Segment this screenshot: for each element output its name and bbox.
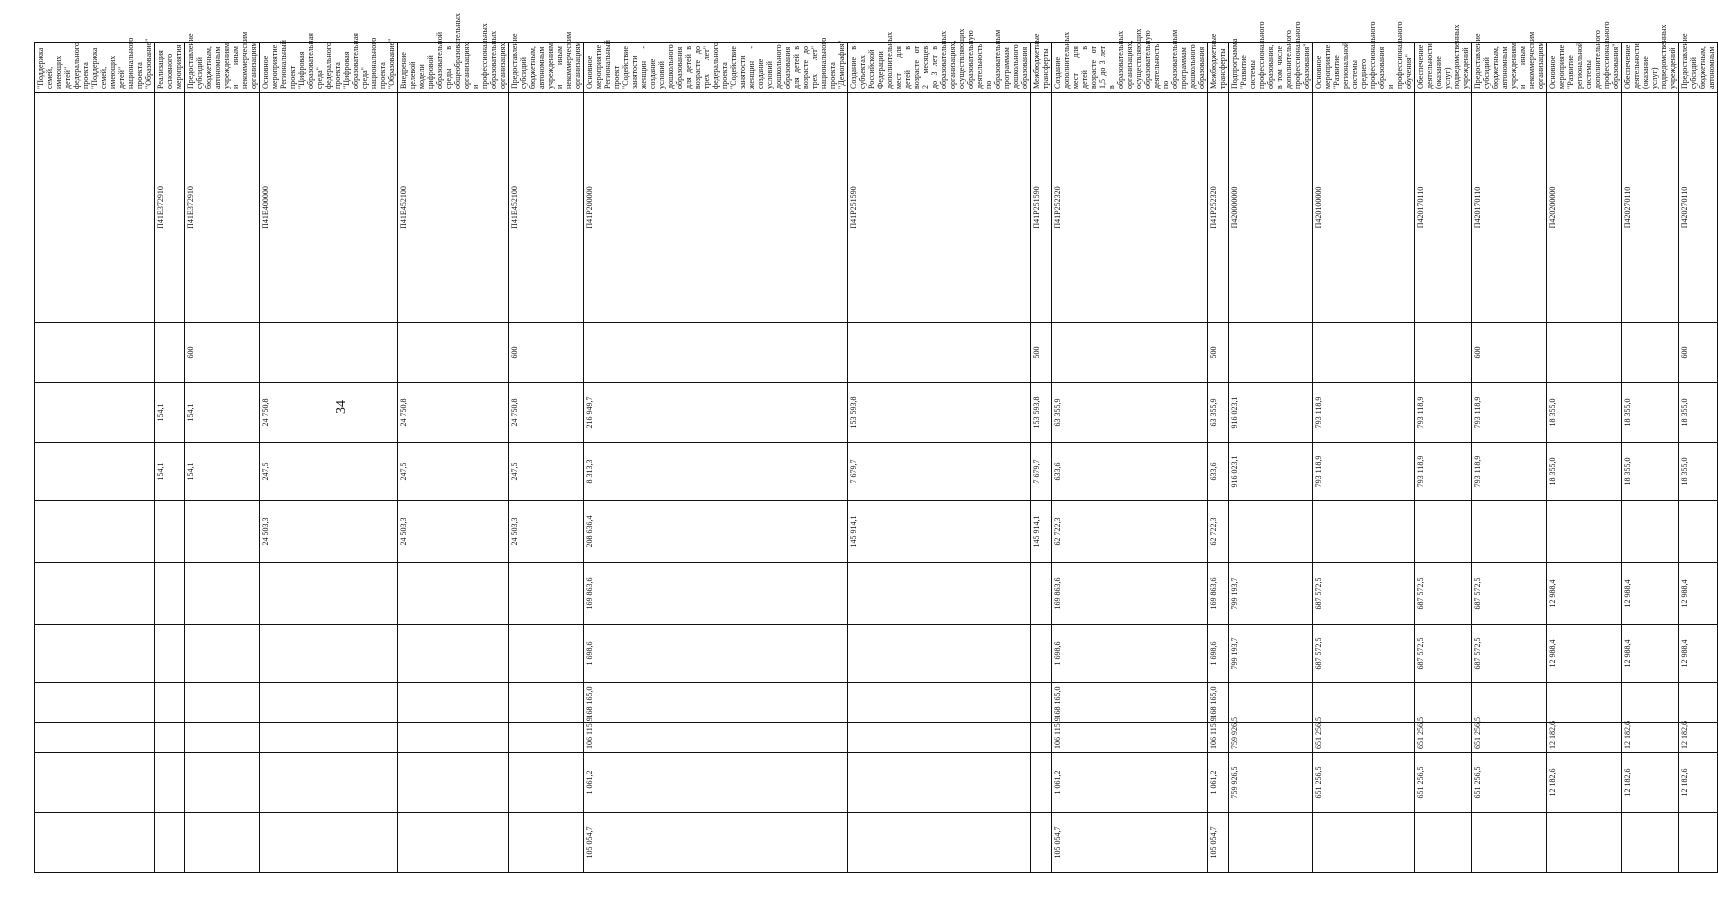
amount-cell: 759 926,5 xyxy=(1229,723,1313,753)
expense-type-cell xyxy=(398,323,509,383)
target-code-cell: П420170110 xyxy=(1472,93,1547,323)
amount-cell: 1 698,6 xyxy=(1052,625,1208,683)
amount-cell xyxy=(1472,501,1547,563)
table-row xyxy=(1313,43,1415,873)
amount-cell: 12 182,6 xyxy=(1547,753,1622,813)
amount-cell: 168 165,0 xyxy=(584,683,848,723)
amount-cell xyxy=(1622,813,1679,873)
amount-cell xyxy=(260,563,398,625)
amount-cell xyxy=(260,683,398,723)
expense-type-cell: 500 xyxy=(1031,323,1052,383)
expense-type-cell xyxy=(1052,323,1208,383)
amount-cell: 247,5 xyxy=(509,443,584,501)
amount-cell: 18 355,0 xyxy=(1679,443,1718,501)
item-name-cell: Основное мероприятие Региональный проект "Цифровая образовательная среда" федерального проекта "Цифровая образовательная среда" национального проекта "Образование" xyxy=(260,43,398,93)
amount-cell: 687 572,5 xyxy=(1472,563,1547,625)
table-row xyxy=(1208,43,1229,873)
amount-cell: 106 115,9 xyxy=(584,723,848,753)
amount-cell: 154,1 xyxy=(185,443,260,501)
amount-cell xyxy=(848,813,1031,873)
item-name-cell: "Поддержка семей, имеющих детей" федерального проекта "Поддержка семей, имеющих детей" национального проекта "Образование" xyxy=(35,43,155,93)
amount-cell xyxy=(509,625,584,683)
amount-cell: 105 054,7 xyxy=(1052,813,1208,873)
amount-cell xyxy=(1547,813,1622,873)
amount-cell: 12 182,6 xyxy=(1547,723,1622,753)
amount-cell: 154,1 xyxy=(155,383,185,443)
amount-cell: 633,6 xyxy=(1052,443,1208,501)
amount-cell: 168 165,0 xyxy=(1208,683,1229,723)
target-code-cell: П420000000 xyxy=(1229,93,1313,323)
item-name-cell: Основное мероприятие Региональный проект "Содействие занятости женщин - создание условий дошкольного образования для детей в возрасте до трех лет" федерального проекта "Содействие занятости женщин - создание условий дошкольного образования для детей в возрасте до трех лет" национального проекта "Демография" xyxy=(584,43,848,93)
amount-cell: 154,1 xyxy=(155,443,185,501)
amount-cell xyxy=(35,683,155,723)
amount-cell: 105 054,7 xyxy=(584,813,848,873)
amount-cell: 105 054,7 xyxy=(1208,813,1229,873)
amount-cell: 7 679,7 xyxy=(848,443,1031,501)
amount-cell: 799 193,7 xyxy=(1229,563,1313,625)
item-name-cell: Реализация основного мероприятия xyxy=(155,43,185,93)
expense-type-cell xyxy=(584,323,848,383)
amount-cell xyxy=(1313,501,1415,563)
amount-cell: 12 988,4 xyxy=(1622,625,1679,683)
target-code-cell: П41Р200000 xyxy=(584,93,848,323)
amount-cell: 687 572,5 xyxy=(1415,563,1472,625)
budget-table xyxy=(34,13,1718,873)
amount-cell: 793 118,9 xyxy=(1415,443,1472,501)
amount-cell: 24 503,3 xyxy=(509,501,584,563)
amount-cell xyxy=(509,813,584,873)
table-row xyxy=(1415,43,1472,873)
amount-cell: 169 863,6 xyxy=(584,563,848,625)
amount-cell: 247,5 xyxy=(398,443,509,501)
amount-cell: 62 722,3 xyxy=(1052,501,1208,563)
amount-cell xyxy=(1472,813,1547,873)
item-name-cell: Предоставление субсидий бюджетным, автономным учреждениям и иным некоммерческим организациям xyxy=(1472,43,1547,93)
amount-cell xyxy=(398,723,509,753)
amount-cell: 145 914,1 xyxy=(848,501,1031,563)
amount-cell xyxy=(1229,813,1313,873)
expense-type-cell: 600 xyxy=(1472,323,1547,383)
amount-cell xyxy=(1472,683,1547,723)
amount-cell xyxy=(848,683,1031,723)
table-row xyxy=(155,43,185,873)
amount-cell: 651 256,5 xyxy=(1415,723,1472,753)
table-row xyxy=(1472,43,1547,873)
amount-cell xyxy=(185,683,260,723)
amount-cell: 687 572,5 xyxy=(1472,625,1547,683)
table-row xyxy=(1052,43,1208,873)
amount-cell xyxy=(155,683,185,723)
amount-cell xyxy=(1679,813,1718,873)
amount-cell xyxy=(35,501,155,563)
amount-cell xyxy=(155,501,185,563)
amount-cell: 1 698,6 xyxy=(1208,625,1229,683)
item-name-cell: Основное мероприятие "Развитие региональной системы среднего профессионального образования и профессионального обучения" xyxy=(1313,43,1415,93)
expense-type-cell xyxy=(260,323,398,383)
amount-cell xyxy=(1622,501,1679,563)
expense-type-cell xyxy=(1313,323,1415,383)
amount-cell: 793 118,9 xyxy=(1415,383,1472,443)
item-name-cell: Обеспечение деятельности (оказание услуг) подведомственных учреждений xyxy=(1622,43,1679,93)
table-row xyxy=(509,43,584,873)
item-name-cell: Создание дополнительных мест для детей в возрасте от 1,5 до 3 лет в образовательных организациях, осуществляющих образовательную деятельность по образовательным программам дошкольного образования xyxy=(1052,43,1208,93)
target-code-cell: П41Р251590 xyxy=(1031,93,1052,323)
amount-cell xyxy=(848,753,1031,813)
target-code-cell: П420170110 xyxy=(1415,93,1472,323)
target-code-cell: П420100000 xyxy=(1313,93,1415,323)
amount-cell: 651 256,5 xyxy=(1472,723,1547,753)
amount-cell: 12 988,4 xyxy=(1679,563,1718,625)
amount-cell: 18 355,0 xyxy=(1622,383,1679,443)
target-code-cell: П420270110 xyxy=(1679,93,1718,323)
expense-type-cell xyxy=(155,323,185,383)
amount-cell xyxy=(155,563,185,625)
amount-cell xyxy=(848,723,1031,753)
amount-cell: 916 023,1 xyxy=(1229,383,1313,443)
target-code-cell: П41Р252320 xyxy=(1052,93,1208,323)
amount-cell: 687 572,5 xyxy=(1313,625,1415,683)
amount-cell xyxy=(1679,683,1718,723)
target-code-cell xyxy=(35,93,155,323)
amount-cell: 793 118,9 xyxy=(1313,383,1415,443)
target-code-cell: П41Е400000 xyxy=(260,93,398,323)
amount-cell xyxy=(1547,683,1622,723)
item-name-cell: Межбюджетные трансферты xyxy=(1208,43,1229,93)
amount-cell xyxy=(185,813,260,873)
amount-cell xyxy=(185,753,260,813)
amount-cell: 793 118,9 xyxy=(1313,443,1415,501)
amount-cell xyxy=(1415,813,1472,873)
amount-cell xyxy=(35,563,155,625)
amount-cell: 12 988,4 xyxy=(1679,625,1718,683)
item-name-cell: Обеспечение деятельности (оказание услуг) подведомственных учреждений xyxy=(1415,43,1472,93)
expense-type-cell xyxy=(1622,323,1679,383)
amount-cell xyxy=(398,813,509,873)
amount-cell: 687 572,5 xyxy=(1313,563,1415,625)
amount-cell: 651 256,5 xyxy=(1472,753,1547,813)
target-code-cell: П41Е372910 xyxy=(185,93,260,323)
amount-cell: 18 355,0 xyxy=(1622,443,1679,501)
amount-cell: 24 503,3 xyxy=(260,501,398,563)
amount-cell xyxy=(1031,563,1052,625)
amount-cell: 168 165,0 xyxy=(1052,683,1208,723)
amount-cell xyxy=(398,625,509,683)
amount-cell xyxy=(1229,501,1313,563)
amount-cell: 651 256,5 xyxy=(1313,753,1415,813)
amount-cell: 208 636,4 xyxy=(584,501,848,563)
amount-cell: 169 863,6 xyxy=(1052,563,1208,625)
amount-cell: 12 988,4 xyxy=(1547,625,1622,683)
table-row xyxy=(185,43,260,873)
amount-cell xyxy=(509,723,584,753)
amount-cell xyxy=(1313,813,1415,873)
amount-cell xyxy=(848,563,1031,625)
amount-cell xyxy=(185,723,260,753)
amount-cell: 12 182,6 xyxy=(1679,753,1718,813)
table-row xyxy=(1679,43,1718,873)
amount-cell xyxy=(35,625,155,683)
amount-cell: 247,5 xyxy=(260,443,398,501)
expense-type-cell xyxy=(1229,323,1313,383)
amount-cell xyxy=(1031,723,1052,753)
amount-cell: 7 679,7 xyxy=(1031,443,1052,501)
amount-cell: 1 061,2 xyxy=(1052,753,1208,813)
amount-cell: 24 503,3 xyxy=(398,501,509,563)
amount-cell xyxy=(155,753,185,813)
amount-cell xyxy=(1679,501,1718,563)
item-name-cell: Предоставление субсидий бюджетным, автономным учреждениям и иным некоммерческим организациям xyxy=(185,43,260,93)
amount-cell: 18 355,0 xyxy=(1547,383,1622,443)
amount-cell: 145 914,1 xyxy=(1031,501,1052,563)
table-row xyxy=(35,43,155,873)
table-row xyxy=(584,43,848,873)
expense-type-cell xyxy=(848,323,1031,383)
amount-cell xyxy=(260,753,398,813)
expense-type-cell: 600 xyxy=(1679,323,1718,383)
expense-type-cell: 600 xyxy=(509,323,584,383)
item-name-cell: Межбюджетные трансферты xyxy=(1031,43,1052,93)
table-row xyxy=(260,43,398,873)
amount-cell: 799 193,7 xyxy=(1229,625,1313,683)
amount-cell: 24 750,8 xyxy=(398,383,509,443)
amount-cell: 12 182,6 xyxy=(1679,723,1718,753)
amount-cell: 793 118,9 xyxy=(1472,383,1547,443)
target-code-cell: П41Р252320 xyxy=(1208,93,1229,323)
item-name-cell: Предоставление субсидий бюджетным, автономным xyxy=(1679,43,1718,93)
amount-cell: 12 988,4 xyxy=(1547,563,1622,625)
amount-cell: 216 949,7 xyxy=(584,383,848,443)
amount-cell: 62 722,3 xyxy=(1208,501,1229,563)
table-row xyxy=(1229,43,1313,873)
item-name-cell: Предоставление субсидий бюджетным, автономным учреждениям и иным некоммерческим организациям xyxy=(509,43,584,93)
amount-cell: 24 750,8 xyxy=(509,383,584,443)
amount-cell xyxy=(1547,501,1622,563)
amount-cell: 18 355,0 xyxy=(1547,443,1622,501)
amount-cell xyxy=(398,683,509,723)
amount-cell xyxy=(260,723,398,753)
amount-cell xyxy=(35,383,155,443)
amount-cell xyxy=(260,813,398,873)
amount-cell: 153 593,8 xyxy=(1031,383,1052,443)
amount-cell: 759 926,5 xyxy=(1229,753,1313,813)
amount-cell: 106 115,9 xyxy=(1052,723,1208,753)
amount-cell xyxy=(1031,753,1052,813)
amount-cell: 63 355,9 xyxy=(1208,383,1229,443)
expense-type-cell xyxy=(35,323,155,383)
amount-cell xyxy=(1622,683,1679,723)
page-number: 34 xyxy=(334,400,349,414)
amount-cell: 651 256,5 xyxy=(1313,723,1415,753)
amount-cell xyxy=(1415,501,1472,563)
amount-cell: 169 863,6 xyxy=(1208,563,1229,625)
amount-cell xyxy=(509,753,584,813)
amount-cell xyxy=(35,443,155,501)
expense-type-cell: 600 xyxy=(185,323,260,383)
target-code-cell: П420270110 xyxy=(1622,93,1679,323)
amount-cell xyxy=(509,683,584,723)
amount-cell: 916 023,1 xyxy=(1229,443,1313,501)
amount-cell: 63 355,9 xyxy=(1052,383,1208,443)
amount-cell xyxy=(155,625,185,683)
amount-cell: 1 061,2 xyxy=(584,753,848,813)
item-name-cell: Внедрение целевой модели цифровой образовательной среды в общеобразовательных организациях и профессиональных образовательных организациях xyxy=(398,43,509,93)
item-name-cell: Создание в субъектах Российской Федерации дополнительных мест для детей в возрасте от 2 месяцев до 3 лет в образовательных организациях, осуществляющих образовательную деятельность по образовательным программам дошкольного образования xyxy=(848,43,1031,93)
table-row xyxy=(1622,43,1679,873)
target-code-cell: П41Р251590 xyxy=(848,93,1031,323)
amount-cell xyxy=(1229,683,1313,723)
table-row xyxy=(848,43,1031,873)
amount-cell xyxy=(185,563,260,625)
amount-cell xyxy=(155,813,185,873)
amount-cell xyxy=(35,753,155,813)
amount-cell xyxy=(509,563,584,625)
target-code-cell: П41Е372910 xyxy=(155,93,185,323)
amount-cell xyxy=(1313,683,1415,723)
amount-cell: 106 115,9 xyxy=(1208,723,1229,753)
amount-cell xyxy=(398,753,509,813)
amount-cell xyxy=(1031,813,1052,873)
amount-cell: 8 313,3 xyxy=(584,443,848,501)
amount-cell xyxy=(260,625,398,683)
amount-cell: 12 182,6 xyxy=(1622,723,1679,753)
amount-cell: 651 256,5 xyxy=(1415,753,1472,813)
target-code-cell: П41Е452100 xyxy=(509,93,584,323)
target-code-cell: П420200000 xyxy=(1547,93,1622,323)
table-row xyxy=(398,43,509,873)
budget-table-rotated xyxy=(34,13,1716,873)
amount-cell xyxy=(35,723,155,753)
amount-cell xyxy=(848,625,1031,683)
amount-cell xyxy=(398,563,509,625)
amount-cell xyxy=(35,813,155,873)
table-row xyxy=(1031,43,1052,873)
amount-cell: 12 182,6 xyxy=(1622,753,1679,813)
amount-cell: 154,1 xyxy=(185,383,260,443)
amount-cell: 793 118,9 xyxy=(1472,443,1547,501)
target-code-cell: П41Е452100 xyxy=(398,93,509,323)
item-name-cell: Подпрограмма "Развитие системы профессионального образования, в том числе дополнительного профессионального образования" xyxy=(1229,43,1313,93)
item-name-cell: Основное мероприятие "Развитие региональной системы дополнительного профессионального образования" xyxy=(1547,43,1622,93)
table-row xyxy=(1547,43,1622,873)
amount-cell: 153 593,8 xyxy=(848,383,1031,443)
amount-cell: 1 698,6 xyxy=(584,625,848,683)
expense-type-cell: 500 xyxy=(1208,323,1229,383)
amount-cell xyxy=(1031,683,1052,723)
amount-cell xyxy=(185,501,260,563)
expense-type-cell xyxy=(1547,323,1622,383)
amount-cell: 12 988,4 xyxy=(1622,563,1679,625)
amount-cell xyxy=(155,723,185,753)
expense-type-cell xyxy=(1415,323,1472,383)
amount-cell xyxy=(1031,625,1052,683)
amount-cell: 24 750,8 xyxy=(260,383,398,443)
amount-cell: 687 572,5 xyxy=(1415,625,1472,683)
amount-cell: 633,6 xyxy=(1208,443,1229,501)
amount-cell xyxy=(185,625,260,683)
amount-cell: 1 061,2 xyxy=(1208,753,1229,813)
amount-cell: 18 355,0 xyxy=(1679,383,1718,443)
